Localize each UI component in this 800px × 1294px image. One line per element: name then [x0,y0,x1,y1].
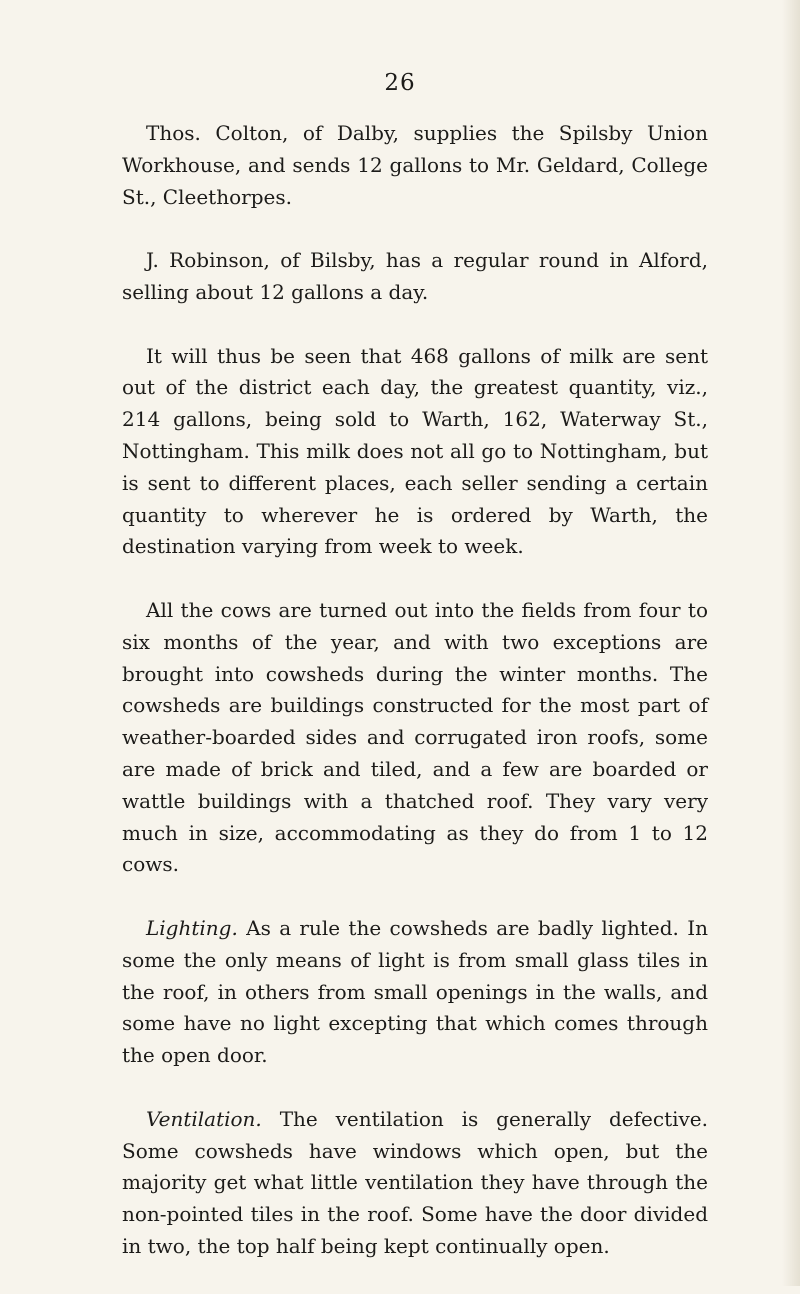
paragraph-cows: All the cows are turned out into the fields from four to six months of the year, and with two exceptions are brought into cowsheds during the winter months. The cowsheds are buildings constructed for the most part of weather-boarded sides and corrugated iron roofs, some are made of brick and tiled, and a few are boarded or wattle buildings with a thatched roof. They vary very much in size, accommodating as they do from 1 to 12 cows. [122,597,708,877]
paragraph-ventilation [122,1104,708,1263]
paragraph-milk-total: It will thus be seen that 468 gallons of milk are sent out of the district each day, the greatest quantity, viz., 214 gallons, being sold to Warth, 162, Waterway St., Nottingham. This milk does not all go to Nottingham, but is sent to different places, each seller sending a certain quantity to wherever he is ordered by Warth, the destination varying from week to week. [122,343,708,559]
lighting-heading: Lighting. [146,915,238,940]
paragraph-colton: Thos. Colton, of Dalby, supplies the Spilsby Union Workhouse, and sends 12 gallons to Mr. Geldard, College St., Cleethorpes. [122,121,708,209]
ventilation-heading: Ventilation. [146,1106,262,1131]
paragraph-lighting [122,913,708,1072]
body-text [122,118,708,1294]
lighting-text: As a rule the cowsheds are badly lighted. In some the only means of light is from small glass tiles in the roof, in others from small openings in the walls, and some have no light excepting that which comes through the open door. [122,915,709,1068]
page-number: 26 [384,70,416,96]
ventilation-text: The ventilation is generally defective. Some cowsheds have windows which open, but the majority get what little ventilation they have through the non-pointed tiles in the roof. Some have the door divided in two, the top half being kept continually open. [122,1106,708,1258]
paragraph-robinson: J. Robinson, of Bilsby, has a regular round in Alford, selling about 12 gallons a day. [122,248,708,304]
page-edge-shadow [782,0,800,1286]
